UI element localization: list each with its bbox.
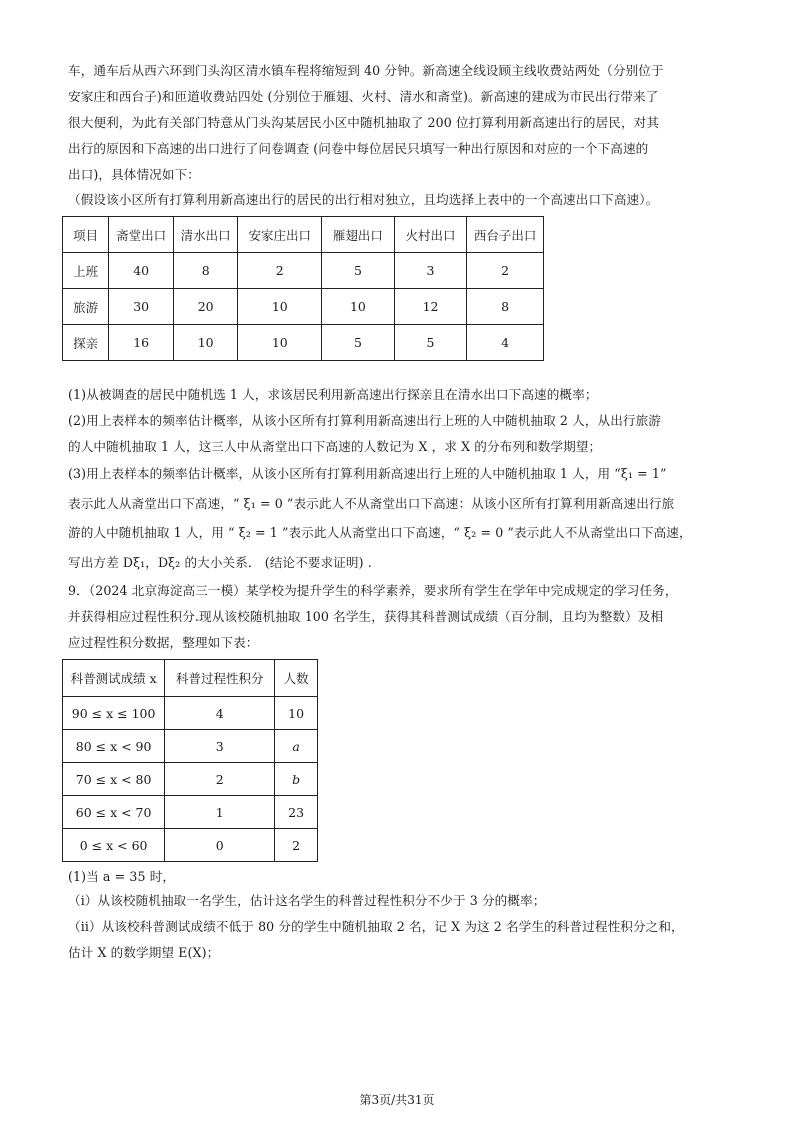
exit-survey-table: [62, 216, 544, 361]
table-cell: 3: [165, 730, 275, 763]
table-cell: 20: [173, 289, 238, 325]
problem-line: 9．（2024 北京海淀高三一模）某学校为提升学生的科学素养，要求所有学生在学年中完成规定的学习任务，: [68, 583, 678, 598]
table-cell: 60 ≤ x < 70: [63, 796, 165, 829]
table-cell: 8: [467, 289, 544, 325]
paragraph-line: 很大便利，为此有关部门特意从门头沟某居民小区中随机抽取了 200 位打算利用新高速出行的居民，对其: [68, 115, 660, 130]
table-cell: 5: [322, 253, 395, 289]
table-header-cell: 雁翅出口: [322, 217, 395, 253]
table-row: [63, 289, 544, 325]
table-cell: 23: [275, 796, 318, 829]
assumption-line: （假设该小区所有打算利用新高速出行的居民的出行相对独立，且均选择上表中的一个高速出口下高速）。: [68, 192, 659, 207]
question-line: （i）从该校随机抽取一名学生，估计这名学生的科普过程性积分不少于 3 分的概率；: [68, 893, 546, 908]
table-header-row: [63, 217, 544, 253]
score-table: [62, 659, 318, 862]
table-cell: 2: [238, 253, 322, 289]
table-cell: 10: [322, 289, 395, 325]
table-header-cell: 科普测试成绩 x: [63, 660, 165, 697]
table-header-cell: 西台子出口: [467, 217, 544, 253]
problem-line: 并获得相应过程性积分.现从该校随机抽取 100 名学生，获得其科普测试成绩（百分制，且均为整数）及相: [68, 609, 664, 624]
table-row: [63, 763, 318, 796]
table-cell: 旅游: [63, 289, 109, 325]
table-cell: a: [275, 730, 318, 763]
table-header-cell: 科普过程性积分: [165, 660, 275, 697]
table-cell: 探亲: [63, 325, 109, 361]
table-cell: 10: [275, 697, 318, 730]
table-row: [63, 253, 544, 289]
paragraph-line: 车，通车后从西六环到门头沟区清水镇车程将缩短到 40 分钟。新高速全线设顾主线收费站两处（分别位于: [68, 63, 664, 78]
table-cell: 10: [238, 325, 322, 361]
table-cell: 12: [394, 289, 467, 325]
table-header-cell: 项目: [63, 217, 109, 253]
table-cell: 30: [109, 289, 174, 325]
table-cell: 0: [165, 829, 275, 862]
question-line: 估计 X 的数学期望 E(X)；: [68, 945, 220, 960]
problem-line: 应过程性积分数据，整理如下表：: [68, 635, 259, 650]
table-header-cell: 斋堂出口: [109, 217, 174, 253]
paragraph-line: 出口)，具体情况如下：: [68, 167, 200, 182]
table-cell: 40: [109, 253, 174, 289]
table-header-cell: 火村出口: [394, 217, 467, 253]
table-cell: 0 ≤ x < 60: [63, 829, 165, 862]
table-cell: 80 ≤ x < 90: [63, 730, 165, 763]
question-line: (3)用上表样本的频率估计概率，从该小区所有打算利用新高速出行上班的人中随机抽取 1 人，用 “ξ₁ = 1”: [68, 466, 667, 481]
table-cell: 1: [165, 796, 275, 829]
page-footer: 第3页/共31页: [359, 1093, 435, 1107]
table-header-row: [63, 660, 318, 697]
table-row: [63, 730, 318, 763]
table-cell: 2: [165, 763, 275, 796]
table-cell: 16: [109, 325, 174, 361]
table-cell: 4: [165, 697, 275, 730]
paragraph-line: 出行的原因和下高速的出口进行了问卷调查 (问卷中每位居民只填写一种出行原因和对应的一个下高速的: [68, 141, 649, 156]
question-line: (1)从被调查的居民中随机选 1 人，求该居民利用新高速出行探亲且在清水出口下高速的概率；: [68, 387, 598, 402]
question-line: (1)当 a = 35 时，: [68, 869, 176, 884]
table-cell: b: [275, 763, 318, 796]
table-cell: 上班: [63, 253, 109, 289]
table-row: [63, 697, 318, 730]
table-cell: 3: [394, 253, 467, 289]
table-cell: 8: [173, 253, 238, 289]
table-cell: 90 ≤ x ≤ 100: [63, 697, 165, 730]
table-row: [63, 796, 318, 829]
question-line: 写出方差 Dξ₁，Dξ₂ 的大小关系． (结论不要求证明) .: [68, 555, 372, 570]
table-cell: 10: [238, 289, 322, 325]
question-line: 的人中随机抽取 1 人，这三人中从斋堂出口下高速的人数记为 X ，求 X 的分布列和数学期望；: [68, 439, 602, 454]
table-cell: 5: [394, 325, 467, 361]
table-header-cell: 人数: [275, 660, 318, 697]
table-cell: 4: [467, 325, 544, 361]
table-header-cell: 安家庄出口: [238, 217, 322, 253]
table-cell: 10: [173, 325, 238, 361]
table-cell: 70 ≤ x < 80: [63, 763, 165, 796]
question-line: (2)用上表样本的频率估计概率，从该小区所有打算利用新高速出行上班的人中随机抽取 2 人，从出行旅游: [68, 413, 661, 428]
question-line: 游的人中随机抽取 1 人，用 “ ξ₂ = 1 ”表示此人从斋堂出口下高速，“ ξ₂ = 0 ”表示此人不从斋堂出口下高速，: [68, 525, 692, 540]
table-row: [63, 325, 544, 361]
paragraph-line: 安家庄和西台子)和匝道收费站四处 (分别位于雁翅、火村、清水和斋堂)。新高速的建成为市民出行带来了: [68, 89, 659, 104]
question-line: （ii）从该校科普测试成绩不低于 80 分的学生中随机抽取 2 名，记 X 为这 2 名学生的科普过程性积分之和，: [68, 919, 684, 934]
table-row: [63, 829, 318, 862]
table-header-cell: 清水出口: [173, 217, 238, 253]
table-cell: 2: [467, 253, 544, 289]
table-cell: 2: [275, 829, 318, 862]
table-cell: 5: [322, 325, 395, 361]
question-line: 表示此人从斋堂出口下高速，“ ξ₁ = 0 ”表示此人不从斋堂出口下高速：从该小区所有打算利用新高速出行旅: [68, 496, 675, 511]
